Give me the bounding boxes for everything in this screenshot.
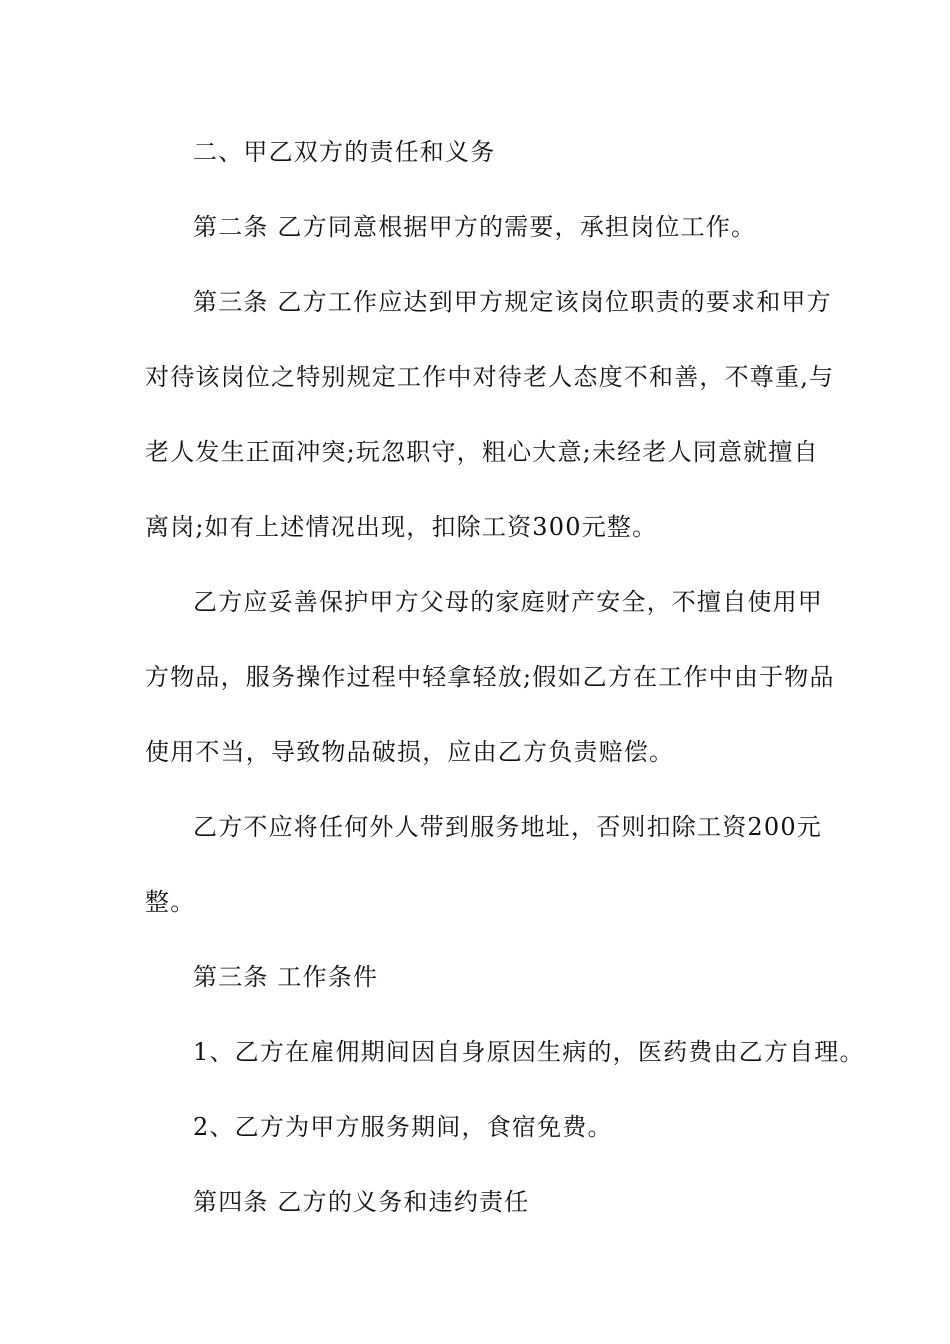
paragraph-line: 第三条 乙方工作应达到甲方规定该岗位职责的要求和甲方	[193, 288, 832, 316]
paragraph-line: 离岗;如有上述情况出现，扣除工资300元整。	[145, 513, 658, 541]
paragraph-line: 第二条 乙方同意根据甲方的需要，承担岗位工作。	[193, 213, 757, 241]
paragraph-line: 乙方应妥善保护甲方父母的家庭财产安全，不擅自使用甲	[193, 588, 823, 616]
paragraph-line: 乙方不应将任何外人带到服务地址，否则扣除工资200元	[193, 813, 823, 841]
paragraph-line: 老人发生正面冲突;玩忽职守，粗心大意;未经老人同意就擅自	[145, 438, 819, 466]
paragraph-line: 方物品，服务操作过程中轻拿轻放;假如乙方在工作中由于物品	[145, 663, 835, 691]
section-heading: 第四条 乙方的义务和违约责任	[193, 1188, 530, 1216]
list-item: 2、乙方为甲方服务期间，食宿免费。	[193, 1113, 613, 1141]
paragraph-line: 整。	[145, 888, 196, 916]
section-heading: 第三条 工作条件	[193, 963, 379, 991]
list-item: 1、乙方在雇佣期间因自身原因生病的，医药费由乙方自理。	[193, 1038, 865, 1066]
paragraph-line: 使用不当，导致物品破损，应由乙方负责赔偿。	[145, 738, 675, 766]
section-heading: 二、甲乙双方的责任和义务	[193, 138, 496, 166]
paragraph-line: 对待该岗位之特别规定工作中对待老人态度不和善，不尊重,与	[145, 363, 835, 391]
